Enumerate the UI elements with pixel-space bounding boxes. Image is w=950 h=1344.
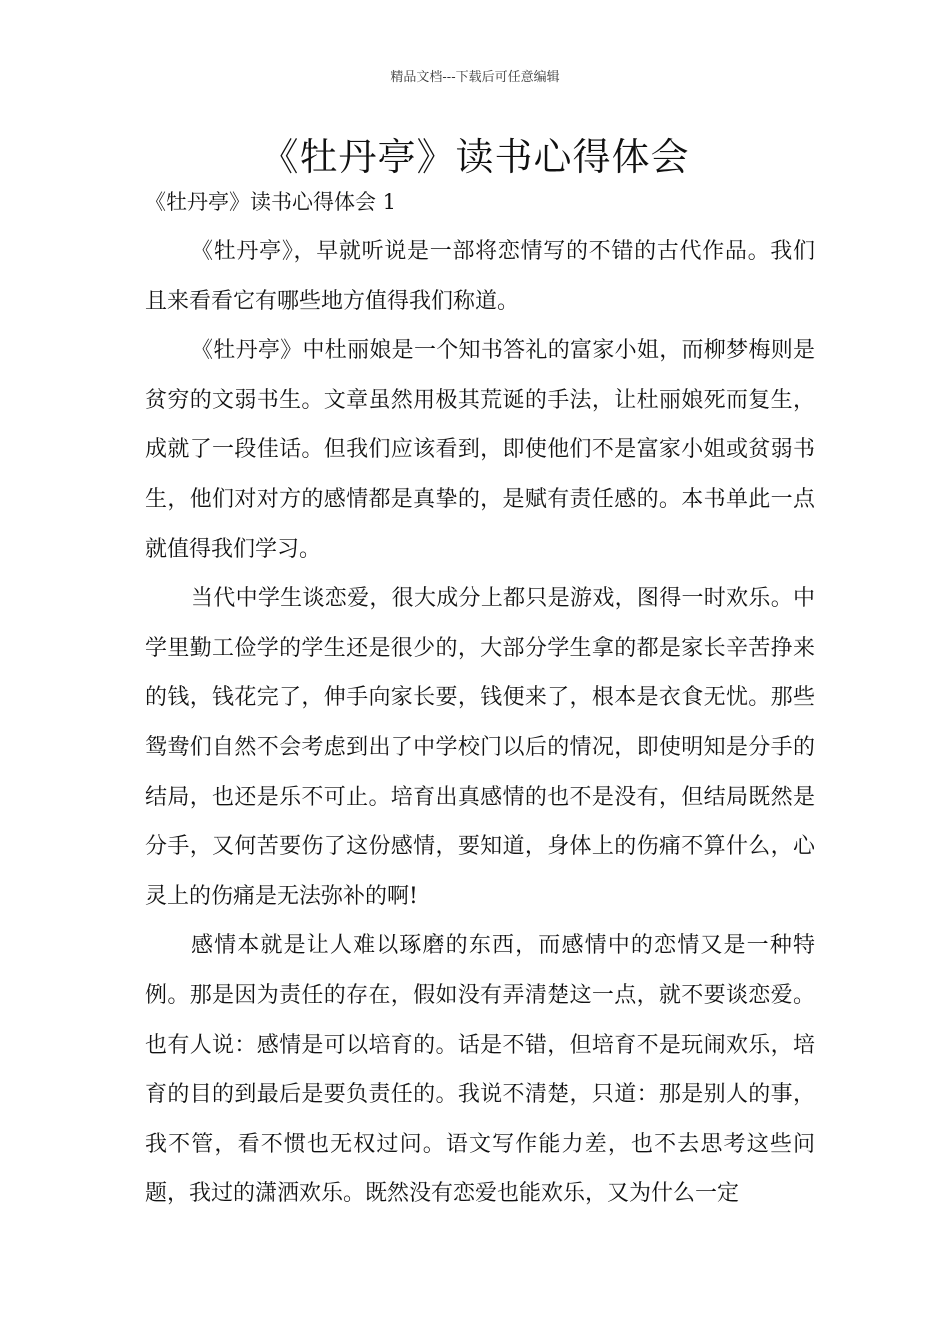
document-title: 《牡丹亭》读书心得体会 [260, 135, 690, 179]
header-note: 精品文档---下载后可任意编辑 [390, 70, 560, 85]
paragraph: 感情本就是让人难以琢磨的东西，而感情中的恋情又是一种特例。那是因为责任的存在，假如没有弄清楚这一点，就不要谈恋爱。也有人说：感情是可以培育的。话是不错，但培育不是玩闹欢乐，培育的目的到最后是要负责任的。我说不清楚，只道：那是别人的事，我不管，看不惯也无权过问。语文写作能力差，也不去思考这些问题，我过的潇洒欢乐。既然没有恋爱也能欢乐，又为什么一定 [145, 933, 815, 1207]
document-subtitle: 《牡丹亭》读书心得体会 1 [145, 190, 397, 214]
document-body [145, 227, 815, 1219]
paragraph: 《牡丹亭》，早就听说是一部将恋情写的不错的古代作品。我们且来看看它有哪些地方值得我们称道。 [145, 239, 815, 314]
paragraph: 当代中学生谈恋爱，很大成分上都只是游戏，图得一时欢乐。中学里勤工俭学的学生还是很少的，大部分学生拿的都是家长辛苦挣来的钱，钱花完了，伸手向家长要，钱便来了，根本是衣食无忧。那些鸳鸯们自然不会考虑到出了中学校门以后的情况，即使明知是分手的结局，也还是乐不可止。培育出真感情的也不是没有，但结局既然是分手，又何苦要伤了这份感情，要知道，身体上的伤痛不算什么，心灵上的伤痛是无法弥补的啊! [145, 586, 815, 909]
paragraph: 《牡丹亭》中杜丽娘是一个知书答礼的富家小姐，而柳梦梅则是贫穷的文弱书生。文章虽然用极其荒诞的手法，让杜丽娘死而复生，成就了一段佳话。但我们应该看到，即使他们不是富家小姐或贫弱书生，他们对对方的感情都是真挚的，是赋有责任感的。本书单此一点就值得我们学习。 [145, 338, 815, 562]
